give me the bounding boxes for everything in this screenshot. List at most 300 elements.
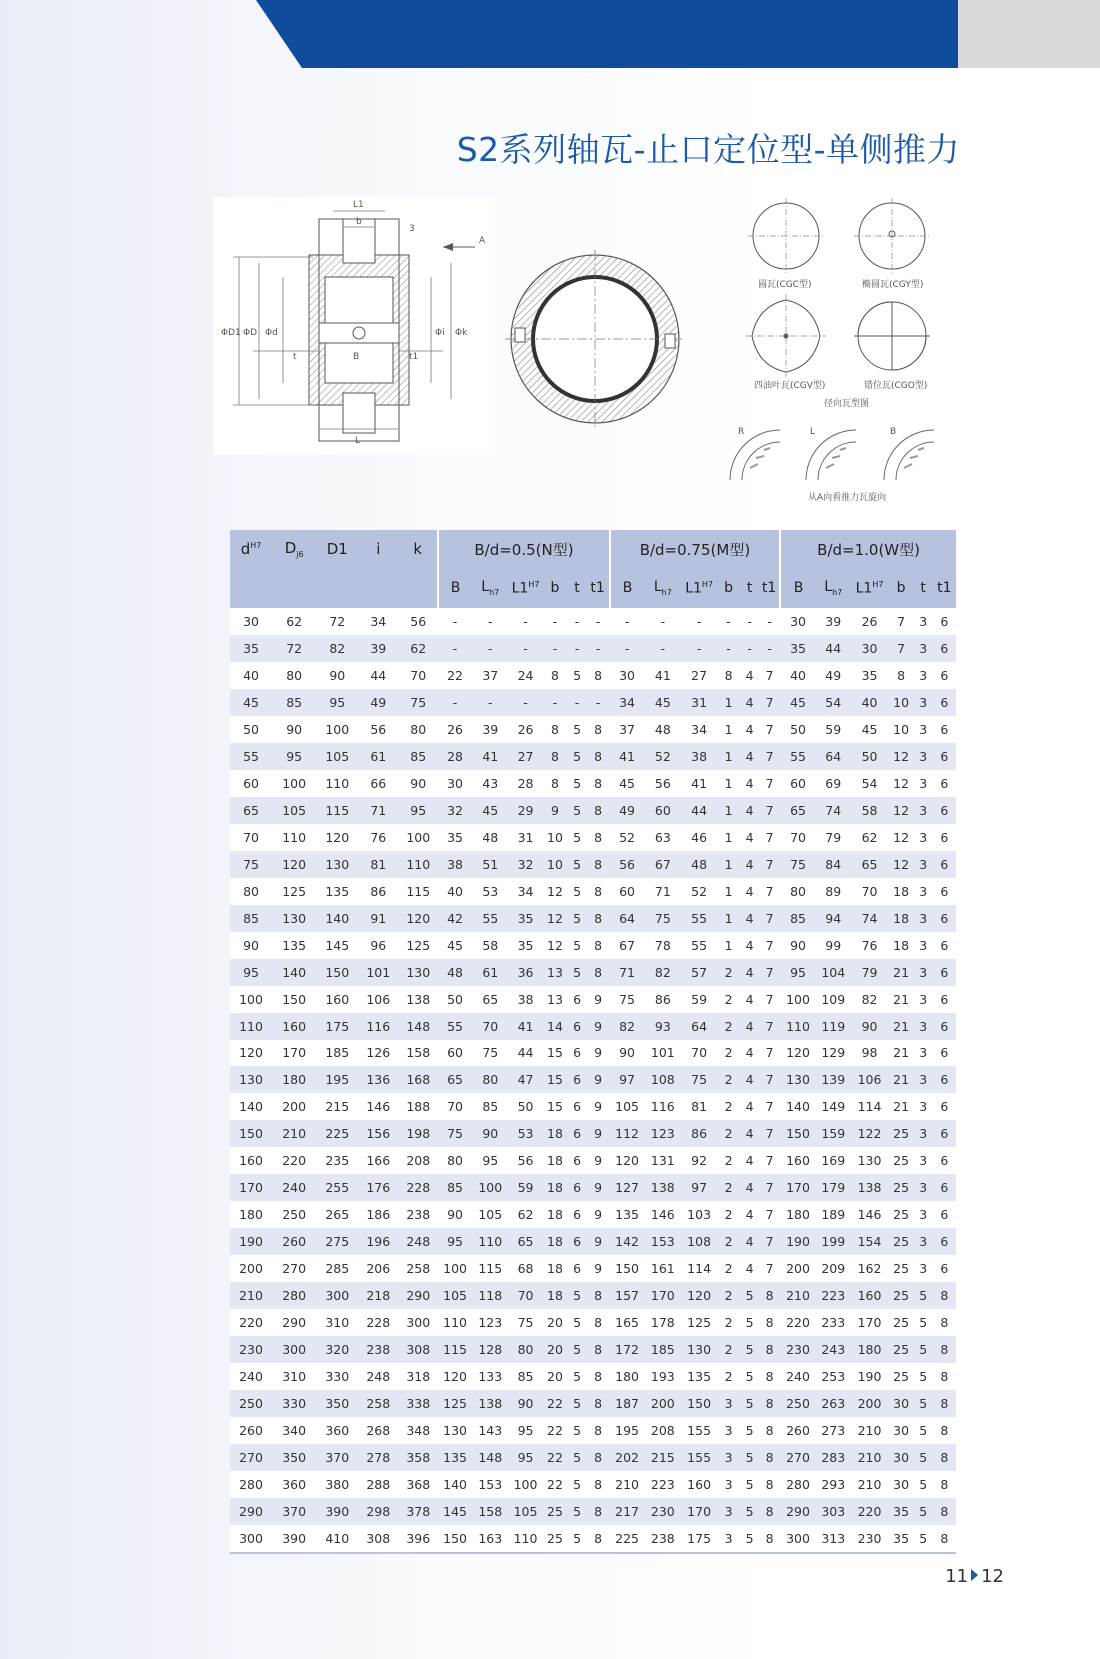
table-cell: 52 bbox=[681, 878, 717, 905]
table-cell: 101 bbox=[644, 1040, 681, 1067]
table-cell: 18 bbox=[542, 1228, 567, 1255]
table-cell: 8 bbox=[587, 1363, 610, 1390]
table-cell: 32 bbox=[509, 851, 543, 878]
table-cell: 12 bbox=[542, 905, 567, 932]
table-cell: 228 bbox=[358, 1309, 398, 1336]
table-cell: 110 bbox=[780, 1013, 816, 1040]
table-cell: 153 bbox=[472, 1471, 509, 1498]
table-cell: 348 bbox=[398, 1417, 438, 1444]
table-cell: 4 bbox=[740, 689, 759, 716]
table-cell: 290 bbox=[780, 1498, 816, 1525]
table-cell: 8 bbox=[717, 662, 740, 689]
table-cell: 8 bbox=[587, 1498, 610, 1525]
table-cell: 82 bbox=[851, 986, 889, 1013]
table-cell: 8 bbox=[587, 1471, 610, 1498]
table-cell: 12 bbox=[888, 824, 913, 851]
table-cell: 210 bbox=[780, 1282, 816, 1309]
table-cell: 67 bbox=[610, 932, 645, 959]
table-cell: 8 bbox=[759, 1525, 780, 1553]
table-cell: 285 bbox=[316, 1255, 358, 1282]
table-cell: 95 bbox=[316, 689, 358, 716]
table-cell: 3 bbox=[914, 1013, 933, 1040]
table-cell: 90 bbox=[438, 1201, 472, 1228]
table-cell: 125 bbox=[398, 932, 438, 959]
table-cell: 258 bbox=[398, 1255, 438, 1282]
dim-label-b: b bbox=[356, 217, 362, 227]
table-cell: 39 bbox=[472, 716, 509, 743]
table-cell: 80 bbox=[780, 878, 816, 905]
table-cell: 125 bbox=[438, 1390, 472, 1417]
table-cell: 170 bbox=[644, 1282, 681, 1309]
table-cell: 215 bbox=[644, 1444, 681, 1471]
dim-label-L: L bbox=[355, 436, 361, 446]
table-cell: 20 bbox=[542, 1309, 567, 1336]
table-cell: 99 bbox=[816, 932, 851, 959]
table-cell: 103 bbox=[681, 1201, 717, 1228]
table-cell: 35 bbox=[509, 905, 543, 932]
table-cell: 210 bbox=[610, 1471, 645, 1498]
table-cell: 48 bbox=[472, 824, 509, 851]
table-cell: 85 bbox=[509, 1363, 543, 1390]
table-cell: 142 bbox=[610, 1228, 645, 1255]
table-cell: 8 bbox=[933, 1282, 956, 1309]
table-cell: 210 bbox=[851, 1417, 889, 1444]
table-cell: 82 bbox=[610, 1013, 645, 1040]
table-cell: 65 bbox=[472, 986, 509, 1013]
table-cell: 6 bbox=[568, 1228, 587, 1255]
table-cell: 5 bbox=[568, 797, 587, 824]
table-cell: 45 bbox=[438, 932, 472, 959]
table-cell: 131 bbox=[644, 1147, 681, 1174]
dim-label-A: A bbox=[479, 236, 486, 246]
table-cell: 298 bbox=[358, 1498, 398, 1525]
table-cell: 148 bbox=[472, 1444, 509, 1471]
table-cell: 130 bbox=[851, 1147, 889, 1174]
table-cell: 75 bbox=[780, 851, 816, 878]
table-cell: 270 bbox=[780, 1444, 816, 1471]
table-cell: 370 bbox=[316, 1444, 358, 1471]
table-cell: 2 bbox=[717, 1363, 740, 1390]
group-header-m: B/d=0.75(M型) bbox=[610, 530, 780, 568]
table-cell: - bbox=[587, 635, 610, 662]
table-cell: - bbox=[509, 608, 543, 635]
table-cell: 71 bbox=[644, 878, 681, 905]
table-cell: 75 bbox=[509, 1309, 543, 1336]
table-cell: 59 bbox=[681, 986, 717, 1013]
table-cell: 215 bbox=[316, 1093, 358, 1120]
table-cell: 70 bbox=[780, 824, 816, 851]
table-cell: 53 bbox=[509, 1120, 543, 1147]
table-cell: 116 bbox=[358, 1013, 398, 1040]
table-cell: 90 bbox=[610, 1040, 645, 1067]
table-cell: 79 bbox=[851, 959, 889, 986]
table-cell: 42 bbox=[438, 905, 472, 932]
table-cell: 3 bbox=[914, 851, 933, 878]
table-cell: 3 bbox=[717, 1498, 740, 1525]
table-cell: 3 bbox=[914, 770, 933, 797]
table-cell: 280 bbox=[780, 1471, 816, 1498]
table-cell: 4 bbox=[740, 1174, 759, 1201]
table-cell: 100 bbox=[780, 986, 816, 1013]
table-cell: 275 bbox=[316, 1228, 358, 1255]
table-cell: 3 bbox=[717, 1417, 740, 1444]
table-cell: 7 bbox=[759, 932, 780, 959]
table-cell: 3 bbox=[717, 1525, 740, 1553]
table-cell: 95 bbox=[509, 1444, 543, 1471]
table-cell: 54 bbox=[816, 689, 851, 716]
table-cell: 3 bbox=[717, 1444, 740, 1471]
table-cell: 62 bbox=[851, 824, 889, 851]
table-cell: 150 bbox=[438, 1525, 472, 1553]
table-cell: 3 bbox=[717, 1471, 740, 1498]
sub-header-L: $L_{h7}$ bbox=[816, 568, 851, 608]
table-cell: 350 bbox=[272, 1444, 316, 1471]
dim-label-t1: t1 bbox=[409, 352, 419, 362]
table-cell: 25 bbox=[888, 1174, 913, 1201]
table-cell: 2 bbox=[717, 1174, 740, 1201]
table-cell: 155 bbox=[681, 1417, 717, 1444]
table-cell: 34 bbox=[681, 716, 717, 743]
table-cell: 1 bbox=[717, 770, 740, 797]
table-cell: 66 bbox=[358, 770, 398, 797]
table-cell: 7 bbox=[759, 1255, 780, 1282]
sub-header-t: t bbox=[740, 568, 759, 608]
table-cell: 280 bbox=[230, 1471, 272, 1498]
table-cell: 55 bbox=[230, 743, 272, 770]
table-row bbox=[230, 608, 956, 635]
table-cell: 200 bbox=[851, 1390, 889, 1417]
table-cell: 210 bbox=[272, 1120, 316, 1147]
table-cell: 1 bbox=[717, 797, 740, 824]
table-cell: 2 bbox=[717, 1066, 740, 1093]
table-cell: 93 bbox=[644, 1013, 681, 1040]
table-cell: - bbox=[542, 608, 567, 635]
table-cell: 122 bbox=[851, 1120, 889, 1147]
table-cell: 8 bbox=[587, 905, 610, 932]
table-cell: 114 bbox=[681, 1255, 717, 1282]
sub-header-t1: t1 bbox=[587, 568, 610, 608]
table-cell: 5 bbox=[568, 1363, 587, 1390]
table-cell: 4 bbox=[740, 959, 759, 986]
table-cell: 130 bbox=[230, 1066, 272, 1093]
table-cell: 2 bbox=[717, 1013, 740, 1040]
table-cell: 109 bbox=[816, 986, 851, 1013]
table-cell: 240 bbox=[272, 1174, 316, 1201]
table-cell: 36 bbox=[509, 959, 543, 986]
table-cell: 7 bbox=[759, 824, 780, 851]
table-cell: 8 bbox=[933, 1525, 956, 1553]
table-cell: 6 bbox=[933, 932, 956, 959]
table-cell: 170 bbox=[851, 1309, 889, 1336]
table-cell: 370 bbox=[272, 1498, 316, 1525]
table-cell: 80 bbox=[472, 1066, 509, 1093]
table-cell: 75 bbox=[230, 851, 272, 878]
table-cell: 129 bbox=[816, 1040, 851, 1067]
table-cell: 260 bbox=[272, 1228, 316, 1255]
shape-cgy bbox=[854, 198, 930, 290]
table-cell: 230 bbox=[644, 1498, 681, 1525]
table-cell: 9 bbox=[587, 1147, 610, 1174]
table-cell: 160 bbox=[851, 1282, 889, 1309]
table-cell: 34 bbox=[358, 608, 398, 635]
dim-label-B: B bbox=[353, 352, 360, 362]
table-cell: 25 bbox=[888, 1363, 913, 1390]
table-cell: 225 bbox=[610, 1525, 645, 1553]
table-cell: 59 bbox=[816, 716, 851, 743]
table-cell: 5 bbox=[568, 905, 587, 932]
table-cell: 35 bbox=[230, 635, 272, 662]
sub-header-t1: t1 bbox=[759, 568, 780, 608]
table-cell: 49 bbox=[358, 689, 398, 716]
table-row bbox=[230, 1093, 956, 1120]
table-cell: - bbox=[681, 608, 717, 635]
table-cell: 7 bbox=[888, 635, 913, 662]
table-cell: 150 bbox=[272, 986, 316, 1013]
table-cell: 90 bbox=[316, 662, 358, 689]
table-cell: 145 bbox=[316, 932, 358, 959]
table-cell: 230 bbox=[780, 1336, 816, 1363]
table-cell: 3 bbox=[914, 635, 933, 662]
table-cell: 5 bbox=[568, 1309, 587, 1336]
shape-cgo bbox=[854, 302, 930, 391]
table-cell: 47 bbox=[509, 1066, 543, 1093]
table-cell: 119 bbox=[816, 1013, 851, 1040]
table-cell: 146 bbox=[358, 1093, 398, 1120]
table-cell: 165 bbox=[610, 1309, 645, 1336]
table-cell: 8 bbox=[587, 797, 610, 824]
table-cell: 4 bbox=[740, 1120, 759, 1147]
table-cell: 136 bbox=[358, 1066, 398, 1093]
table-cell: 6 bbox=[933, 1174, 956, 1201]
sub-header-t1: t1 bbox=[933, 568, 956, 608]
table-cell: 54 bbox=[851, 770, 889, 797]
table-cell: 4 bbox=[740, 878, 759, 905]
table-cell: 7 bbox=[759, 851, 780, 878]
table-cell: 100 bbox=[509, 1471, 543, 1498]
table-cell: 139 bbox=[816, 1066, 851, 1093]
table-row bbox=[230, 878, 956, 905]
table-cell: 108 bbox=[644, 1066, 681, 1093]
table-cell: 4 bbox=[740, 986, 759, 1013]
table-cell: 26 bbox=[851, 608, 889, 635]
table-cell: 179 bbox=[816, 1174, 851, 1201]
table-row bbox=[230, 743, 956, 770]
table-cell: 92 bbox=[681, 1147, 717, 1174]
table-cell: 127 bbox=[610, 1174, 645, 1201]
table-cell: 168 bbox=[398, 1066, 438, 1093]
table-cell: 106 bbox=[851, 1066, 889, 1093]
table-cell: 10 bbox=[888, 716, 913, 743]
table-cell: 7 bbox=[759, 1174, 780, 1201]
table-cell: 67 bbox=[644, 851, 681, 878]
table-cell: 170 bbox=[681, 1498, 717, 1525]
table-cell: 210 bbox=[851, 1444, 889, 1471]
table-cell: 330 bbox=[272, 1390, 316, 1417]
table-cell: 202 bbox=[610, 1444, 645, 1471]
table-cell: 283 bbox=[816, 1444, 851, 1471]
table-cell: 8 bbox=[542, 716, 567, 743]
shape-label-cgo: 错位瓦(CGO型) bbox=[864, 381, 928, 391]
table-cell: 22 bbox=[542, 1390, 567, 1417]
table-cell: 58 bbox=[851, 797, 889, 824]
table-cell: 3 bbox=[914, 1174, 933, 1201]
table-cell: 44 bbox=[509, 1040, 543, 1067]
table-cell: 160 bbox=[272, 1013, 316, 1040]
table-cell: 6 bbox=[933, 1255, 956, 1282]
table-cell: 110 bbox=[472, 1228, 509, 1255]
table-cell: 22 bbox=[542, 1417, 567, 1444]
table-cell: 48 bbox=[644, 716, 681, 743]
table-cell: 56 bbox=[644, 770, 681, 797]
table-cell: 193 bbox=[644, 1363, 681, 1390]
table-cell: 3 bbox=[914, 1255, 933, 1282]
table-cell: 225 bbox=[316, 1120, 358, 1147]
table-cell: - bbox=[644, 608, 681, 635]
table-cell: 8 bbox=[759, 1471, 780, 1498]
table-cell: 162 bbox=[851, 1255, 889, 1282]
shape-cgv bbox=[746, 294, 826, 391]
table-cell: 130 bbox=[398, 959, 438, 986]
table-cell: 196 bbox=[358, 1228, 398, 1255]
table-cell: 21 bbox=[888, 1040, 913, 1067]
table-body bbox=[230, 608, 956, 1553]
sub-header-L1: $L1^{H7}$ bbox=[681, 568, 717, 608]
table-cell: - bbox=[717, 608, 740, 635]
table-cell: 175 bbox=[681, 1525, 717, 1553]
table-cell: 8 bbox=[587, 1309, 610, 1336]
table-cell: 96 bbox=[358, 932, 398, 959]
table-cell: 41 bbox=[509, 1013, 543, 1040]
table-cell: 79 bbox=[816, 824, 851, 851]
table-cell: 86 bbox=[358, 878, 398, 905]
dim-label-L1: L1 bbox=[353, 200, 364, 210]
table-cell: 368 bbox=[398, 1471, 438, 1498]
table-cell: 62 bbox=[272, 608, 316, 635]
table-cell: 223 bbox=[644, 1471, 681, 1498]
group-header-n: B/d=0.5(N型) bbox=[438, 530, 609, 568]
table-cell: 135 bbox=[316, 878, 358, 905]
table-cell: 166 bbox=[358, 1147, 398, 1174]
table-cell: 3 bbox=[914, 662, 933, 689]
table-cell: 3 bbox=[914, 743, 933, 770]
table-cell: 80 bbox=[438, 1147, 472, 1174]
table-cell: 32 bbox=[438, 797, 472, 824]
table-cell: 360 bbox=[316, 1417, 358, 1444]
table-cell: - bbox=[610, 608, 645, 635]
table-cell: 95 bbox=[438, 1228, 472, 1255]
table-cell: 106 bbox=[358, 986, 398, 1013]
table-cell: 6 bbox=[933, 797, 956, 824]
table-row bbox=[230, 1066, 956, 1093]
table-cell: 75 bbox=[438, 1120, 472, 1147]
table-cell: 50 bbox=[509, 1093, 543, 1120]
table-cell: 148 bbox=[398, 1013, 438, 1040]
table-cell: 40 bbox=[851, 689, 889, 716]
table-cell: 18 bbox=[888, 878, 913, 905]
table-cell: 8 bbox=[933, 1498, 956, 1525]
table-cell: 358 bbox=[398, 1444, 438, 1471]
table-cell: 6 bbox=[933, 689, 956, 716]
table-cell: 70 bbox=[230, 824, 272, 851]
table-cell: - bbox=[587, 689, 610, 716]
table-cell: 195 bbox=[316, 1066, 358, 1093]
table-cell: 8 bbox=[587, 743, 610, 770]
table-cell: 30 bbox=[888, 1417, 913, 1444]
table-cell: 5 bbox=[914, 1471, 933, 1498]
table-cell: 86 bbox=[681, 1120, 717, 1147]
table-cell: 120 bbox=[681, 1282, 717, 1309]
table-cell: 265 bbox=[316, 1201, 358, 1228]
table-cell: 68 bbox=[509, 1255, 543, 1282]
table-cell: 64 bbox=[816, 743, 851, 770]
table-cell: 85 bbox=[230, 905, 272, 932]
table-cell: 5 bbox=[568, 1471, 587, 1498]
table-cell: 4 bbox=[740, 797, 759, 824]
table-cell: 180 bbox=[780, 1201, 816, 1228]
table-cell: 5 bbox=[914, 1498, 933, 1525]
table-cell: 7 bbox=[759, 716, 780, 743]
table-cell: 8 bbox=[759, 1336, 780, 1363]
table-cell: 75 bbox=[398, 689, 438, 716]
table-cell: 200 bbox=[230, 1255, 272, 1282]
table-cell: 243 bbox=[816, 1336, 851, 1363]
table-cell: 7 bbox=[759, 1147, 780, 1174]
table-cell: 90 bbox=[851, 1013, 889, 1040]
table-cell: 85 bbox=[272, 689, 316, 716]
table-cell: 2 bbox=[717, 959, 740, 986]
table-cell: 195 bbox=[610, 1417, 645, 1444]
table-cell: 138 bbox=[398, 986, 438, 1013]
table-cell: 115 bbox=[398, 878, 438, 905]
page-arrow-icon bbox=[971, 1569, 978, 1581]
sub-header-b: b bbox=[888, 568, 913, 608]
table-cell: 9 bbox=[587, 1201, 610, 1228]
dim-label-3: 3 bbox=[409, 224, 415, 234]
table-cell: 22 bbox=[438, 662, 472, 689]
table-cell: 186 bbox=[358, 1201, 398, 1228]
table-cell: 5 bbox=[740, 1417, 759, 1444]
table-cell: 49 bbox=[816, 662, 851, 689]
table-cell: 255 bbox=[316, 1174, 358, 1201]
table-cell: 104 bbox=[816, 959, 851, 986]
dim-label-k: Φk bbox=[455, 328, 468, 338]
table-cell: 39 bbox=[816, 608, 851, 635]
table-cell: 7 bbox=[759, 1228, 780, 1255]
table-cell: 198 bbox=[398, 1120, 438, 1147]
table-cell: 8 bbox=[587, 1390, 610, 1417]
table-cell: 60 bbox=[610, 878, 645, 905]
table-cell: 64 bbox=[681, 1013, 717, 1040]
table-cell: 8 bbox=[888, 662, 913, 689]
table-cell: 2 bbox=[717, 1120, 740, 1147]
table-cell: 80 bbox=[398, 716, 438, 743]
table-cell: 188 bbox=[398, 1093, 438, 1120]
table-cell: 230 bbox=[230, 1336, 272, 1363]
table-cell: 90 bbox=[272, 716, 316, 743]
table-cell: 6 bbox=[568, 1201, 587, 1228]
table-row bbox=[230, 1040, 956, 1067]
table-cell: 6 bbox=[568, 1174, 587, 1201]
table-cell: 118 bbox=[472, 1282, 509, 1309]
table-cell: 21 bbox=[888, 959, 913, 986]
table-row bbox=[230, 1228, 956, 1255]
table-cell: 263 bbox=[816, 1390, 851, 1417]
table-cell: 200 bbox=[644, 1390, 681, 1417]
table-cell: 71 bbox=[358, 797, 398, 824]
table-cell: 6 bbox=[933, 635, 956, 662]
table-cell: 4 bbox=[740, 932, 759, 959]
page-number-left: 11 bbox=[945, 1566, 969, 1587]
